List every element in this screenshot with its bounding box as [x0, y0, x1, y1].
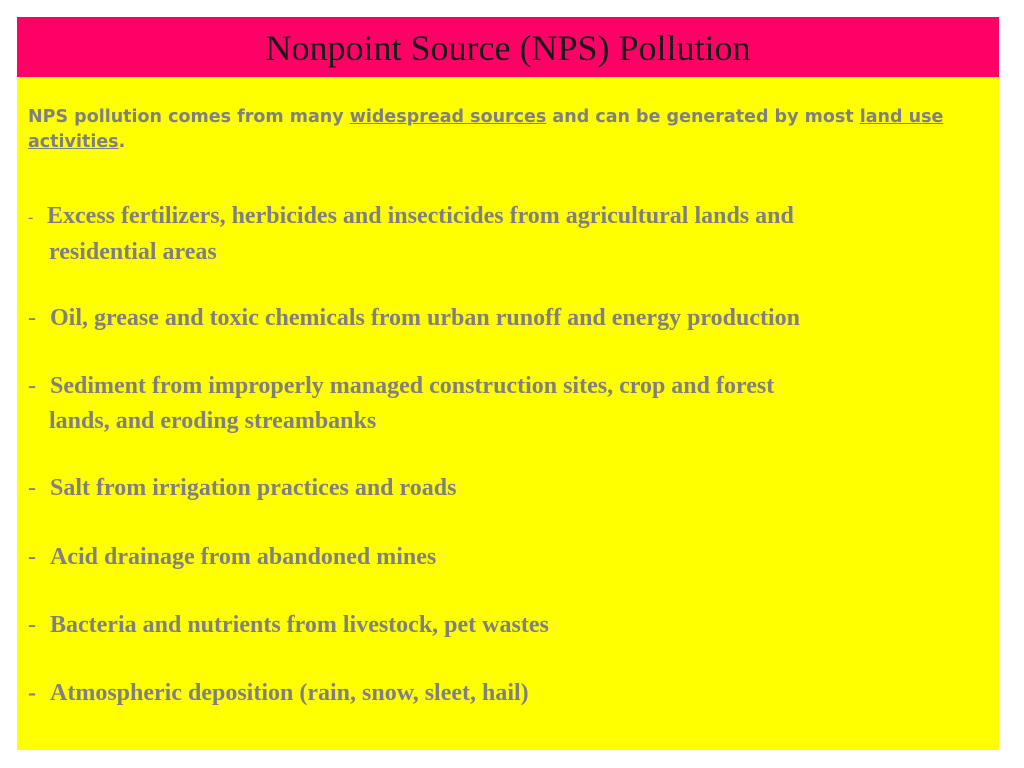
- bullet-text: Excess fertilizers, herbicides and insecticides from agricultural lands and: [47, 203, 794, 229]
- bullet-dash: -: [28, 544, 36, 570]
- intro-text-3: .: [118, 132, 126, 152]
- bullet-text: Acid drainage from abandoned mines: [50, 544, 437, 570]
- bullet-text: Atmospheric deposition (rain, snow, sleet, hail): [50, 680, 529, 706]
- intro-text-2: and can be generated by most: [546, 107, 860, 127]
- bullet-dash: -: [28, 208, 34, 226]
- bullet-item: [28, 608, 978, 643]
- bullet-text: Sediment from improperly managed construction sites, crop and forest: [50, 373, 775, 399]
- bullet-text: Oil, grease and toxic chemicals from urban runoff and energy production: [50, 305, 800, 331]
- bullet-item: [28, 369, 978, 439]
- bullet-dash: -: [28, 475, 36, 501]
- bullet-dash: -: [28, 680, 36, 706]
- bullet-item: [28, 540, 978, 575]
- bullet-dash: -: [28, 373, 36, 399]
- intro-text-1: NPS pollution comes from many: [28, 107, 350, 127]
- slide-title: Nonpoint Source (NPS) Pollution: [265, 28, 751, 68]
- slide: [17, 17, 999, 750]
- link-widespread-sources[interactable]: widespread sources: [349, 107, 547, 127]
- bullet-text-continued: lands, and eroding streambanks: [49, 408, 377, 434]
- bullet-item: [28, 471, 978, 506]
- link-land-use-activities[interactable]: land use activities: [28, 107, 944, 152]
- bullet-text: Bacteria and nutrients from livestock, pet wastes: [50, 612, 549, 638]
- bullet-text: Salt from irrigation practices and roads: [50, 475, 457, 501]
- bullet-item: [28, 301, 978, 336]
- title-bar: [17, 17, 999, 77]
- bullet-dash: -: [28, 612, 36, 638]
- bullet-text-continued: residential areas: [49, 238, 217, 265]
- bullet-item: [28, 676, 978, 711]
- bullet-dash: -: [28, 305, 36, 331]
- intro-paragraph: [28, 105, 978, 155]
- bullet-item: [28, 199, 978, 270]
